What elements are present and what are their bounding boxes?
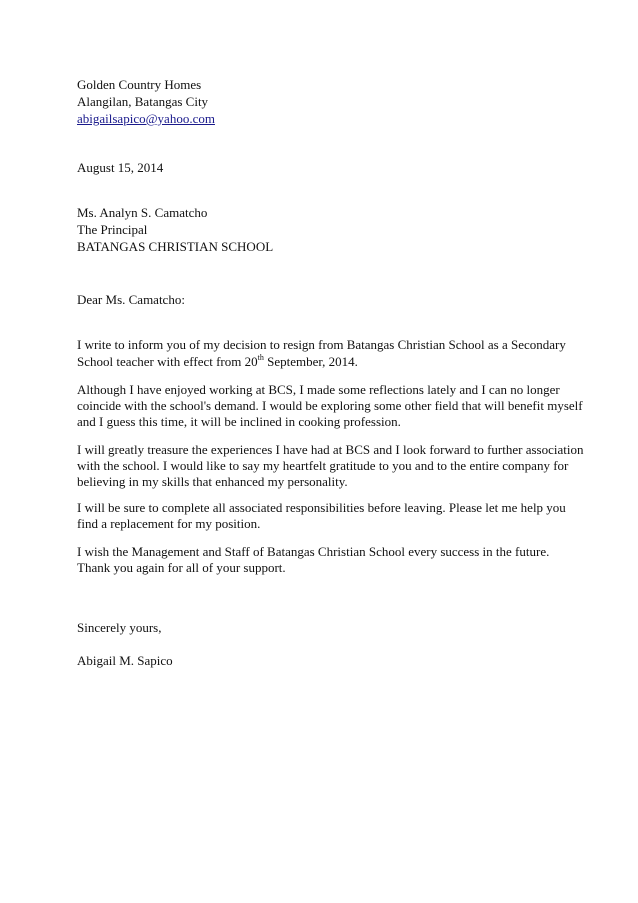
body-paragraph-2-line-1: Although I have enjoyed working at BCS, I made some reflections lately and I can no longer xyxy=(77,382,560,397)
body-paragraph-1-line-2 xyxy=(77,353,358,370)
body-paragraph-2-line-2: coincide with the school's demand. I would be exploring some other field that will benefit myself xyxy=(77,398,583,413)
salutation: Dear Ms. Camatcho: xyxy=(77,292,185,307)
recipient-organization: BATANGAS CHRISTIAN SCHOOL xyxy=(77,239,274,254)
body-paragraph-4-line-1: I will be sure to complete all associated responsibilities before leaving. Please let me help you xyxy=(77,500,566,515)
resign-date-month: September, 2014. xyxy=(263,354,358,369)
body-paragraph-5-line-2: Thank you again for all of your support. xyxy=(77,560,286,575)
signature-name: Abigail M. Sapico xyxy=(77,653,173,668)
body-paragraph-3-line-2: with the school. I would like to say my heartfelt gratitude to you and to the entire company for xyxy=(77,458,569,473)
body-paragraph-3-line-1: I will greatly treasure the experiences I have had at BCS and I look forward to further association xyxy=(77,442,584,457)
sender-address-line1: Golden Country Homes xyxy=(77,77,202,92)
sender-address-line2: Alangilan, Batangas City xyxy=(77,94,209,109)
body-paragraph-3-line-3: believing in my skills that enhanced my personality. xyxy=(77,474,348,489)
body-paragraph-1-line-1: I write to inform you of my decision to resign from Batangas Christian School as a Secondary xyxy=(77,337,566,352)
body-paragraph-5-line-1: I wish the Management and Staff of Batangas Christian School every success in the future. xyxy=(77,544,550,559)
recipient-title: The Principal xyxy=(77,222,148,237)
closing: Sincerely yours, xyxy=(77,620,162,635)
recipient-name: Ms. Analyn S. Camatcho xyxy=(77,205,208,220)
ordinal-suffix: th xyxy=(257,352,264,362)
resign-date-text: School teacher with effect from 20 xyxy=(77,354,258,369)
body-paragraph-4-line-2: find a replacement for my position. xyxy=(77,516,261,531)
body-paragraph-2-line-3: and I guess this time, it will be inclined in cooking profession. xyxy=(77,414,401,429)
sender-email-link[interactable]: abigailsapico@yahoo.com xyxy=(77,111,215,126)
letter-date: August 15, 2014 xyxy=(77,160,164,175)
